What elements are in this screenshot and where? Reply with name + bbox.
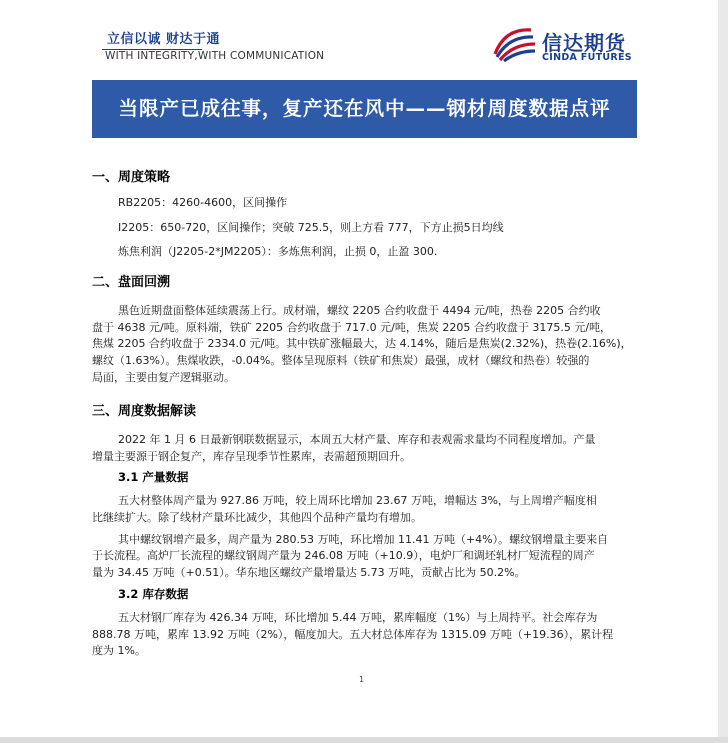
- production-text-line: 于长流程。高炉厂长流程的螺纹钢周产量为 246.08 万吨（+10.9），电炉厂和调坯轧材厂短流程的周产: [92, 549, 595, 562]
- data-intro-line: 增量主要源于钢企复产，库存呈现季节性累库，表需超预期回升。: [92, 450, 411, 463]
- section-heading-review: 二、盘面回溯: [92, 275, 171, 290]
- report-title: 当限产已成往事，复产还在风中——钢材周度数据点评: [118, 97, 611, 120]
- strategy-line: I2205：650-720，区间操作；突破 725.5，则上方看 777，下方止损5日均线: [118, 221, 504, 234]
- production-text-line: 比继续扩大。除了线材产量环比减少，其他四个品种产量均有增加。: [92, 511, 422, 524]
- inventory-text-line: 度为 1%。: [92, 644, 146, 657]
- subsection-heading-production: 3.1 产量数据: [118, 470, 189, 484]
- production-text-line: 其中螺纹钢增产最多，周产量为 280.53 万吨，环比增加 11.41 万吨（+4%）。螺纹钢增量主要来自: [118, 533, 609, 546]
- inventory-text-line: 五大材钢厂库存为 426.34 万吨，环比增加 5.44 万吨，累库幅度（1%）与上周持平。社会库存为: [118, 611, 598, 624]
- strategy-line: RB2205：4260-4600，区间操作: [118, 196, 288, 209]
- review-text-line: 焦煤 2205 合约收盘于 2334.0 元/吨。其中铁矿涨幅最大，达 4.14%，随后是焦炭(2.32%)，热卷(2.16%)，: [92, 337, 632, 350]
- page-header: [102, 22, 632, 72]
- production-text-line: 五大材整体周产量为 927.86 万吨，较上周环比增加 23.67 万吨，增幅达 3%，与上周增产幅度相: [118, 494, 597, 507]
- page-bottom-edge: [0, 737, 728, 743]
- inventory-text-line: 888.78 万吨，累库 13.92 万吨（2%），幅度加大。五大材总体库存为 1315.09 万吨（+19.36），累计程: [92, 628, 614, 641]
- review-text-line: 黑色近期盘面整体延续震荡上行。成材端，螺纹 2205 合约收盘于 4494 元/吨，热卷 2205 合约收: [118, 304, 601, 317]
- slogan-chinese: 立信以诚 财达于通: [107, 32, 221, 47]
- strategy-line: 炼焦利润（J2205-2*JM2205）：多炼焦利润，止损 0，止盈 300.: [118, 245, 438, 258]
- review-text-line: 盘于 4638 元/吨。原料端，铁矿 2205 合约收盘于 717.0 元/吨，焦炭 2205 合约收盘于 3175.5 元/吨，: [92, 321, 612, 334]
- logo-chinese-name: 信达期货: [542, 31, 626, 55]
- production-text-line: 量为 34.45 万吨（+0.51）。华东地区螺纹产量增量达 5.73 万吨，贡献占比为 50.2%。: [92, 566, 526, 579]
- review-text-line: 螺纹（1.63%）。焦煤收跌，-0.04%。整体呈现原料（铁矿和焦炭）最强，成材（螺纹和热卷）较强的: [92, 354, 590, 367]
- data-intro-line: 2022 年 1 月 6 日最新钢联数据显示，本周五大材产量、库存和表观需求量均不同程度增加。产量: [118, 433, 596, 446]
- title-banner: [92, 80, 637, 138]
- slogan-english: WITH INTEGRITY,WITH COMMUNICATION: [105, 50, 325, 62]
- logo-english-name: CINDA FUTURES: [542, 52, 632, 63]
- review-text-line: 局面，主要由复产逻辑驱动。: [92, 371, 235, 384]
- subsection-heading-inventory: 3.2 库存数据: [118, 587, 189, 601]
- cinda-logo-icon: [487, 24, 537, 62]
- section-heading-data: 三、周度数据解读: [92, 404, 197, 419]
- section-heading-strategy: 一、周度策略: [92, 170, 171, 185]
- page-number: 1: [359, 675, 365, 684]
